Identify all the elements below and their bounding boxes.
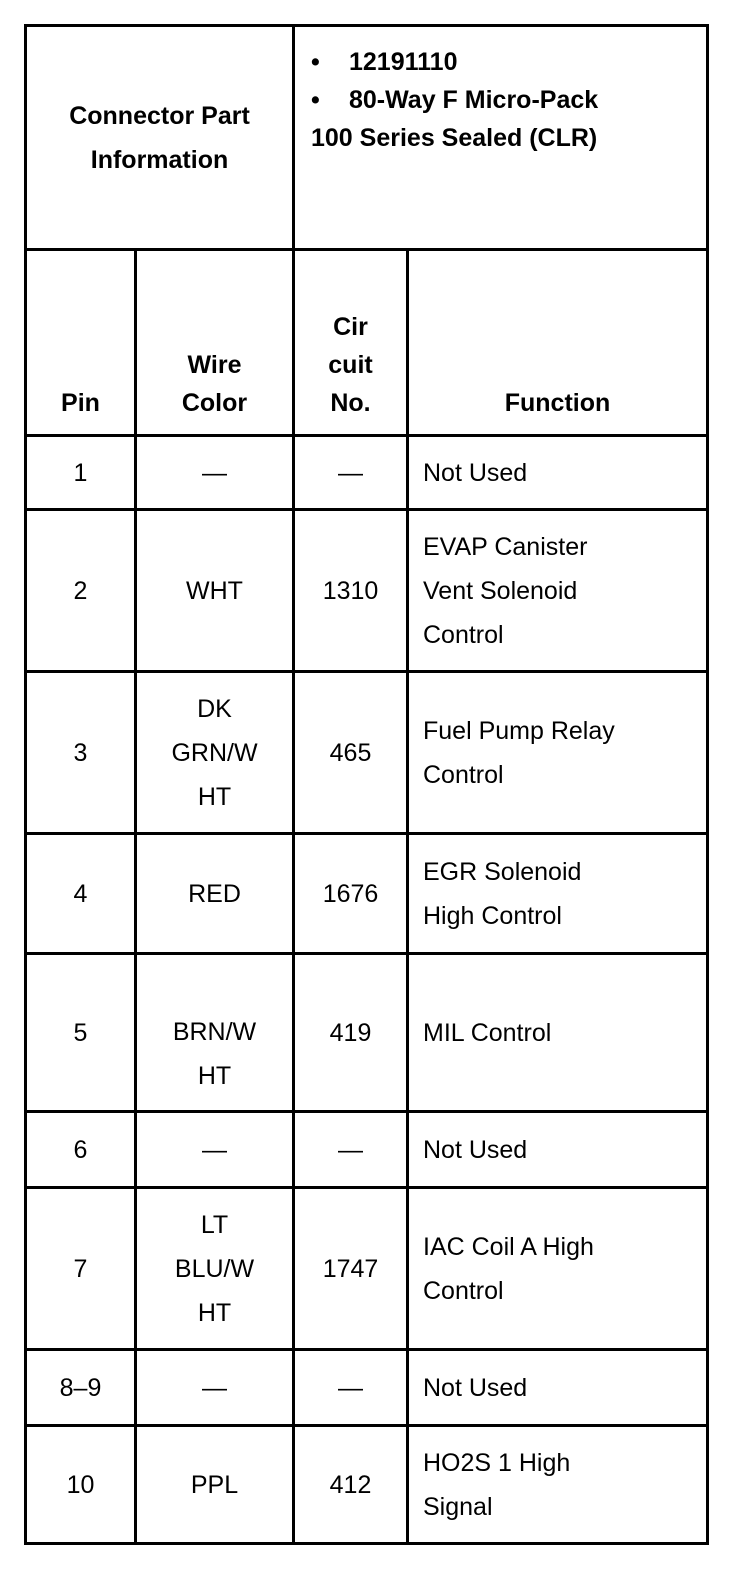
wire-color-line: — — [202, 458, 227, 487]
table-row — [26, 1188, 708, 1350]
wire-color-line: BLU/W — [174, 1254, 255, 1283]
pin-cell: 4 — [26, 834, 136, 954]
function-line: IAC Coil A High — [423, 1232, 594, 1261]
function-line: EVAP Canister — [423, 532, 588, 561]
function-line: Control — [423, 620, 504, 649]
table-row — [26, 1426, 708, 1544]
function-line: MIL Control — [423, 1018, 552, 1047]
circuit-cell: — — [294, 436, 408, 510]
pin-cell: 1 — [26, 436, 136, 510]
function-cell — [408, 672, 708, 834]
bullet-icon: • — [311, 86, 320, 114]
connector-part-cell — [294, 26, 708, 250]
col-header-function-label: Function — [504, 389, 611, 417]
pin-cell: 7 — [26, 1188, 136, 1350]
col-header-circuit-line2: cuit — [328, 351, 373, 379]
connector-table — [24, 24, 709, 1545]
wire-color-cell — [136, 510, 294, 672]
col-header-wire-line2: Color — [181, 389, 248, 417]
function-cell — [408, 436, 708, 510]
wire-color-line: RED — [188, 879, 241, 908]
col-header-function — [408, 250, 708, 436]
function-line: High Control — [423, 901, 562, 930]
pin-cell: 10 — [26, 1426, 136, 1544]
function-line: Not Used — [423, 1135, 528, 1164]
function-cell — [408, 1426, 708, 1544]
connector-info-row — [26, 26, 708, 250]
wire-color-cell — [136, 672, 294, 834]
table-row — [26, 834, 708, 954]
wire-color-line: BRN/W — [172, 1018, 257, 1046]
function-line: Not Used — [423, 458, 528, 487]
part-desc-line — [311, 81, 706, 119]
wire-color-cell — [136, 1188, 294, 1350]
pin-cell: 2 — [26, 510, 136, 672]
pin-cell: 6 — [26, 1112, 136, 1188]
wire-color-line: PPL — [190, 1470, 239, 1499]
col-header-circuit-no — [294, 250, 408, 436]
wire-color-line: LT — [200, 1210, 229, 1239]
table-row — [26, 436, 708, 510]
table-row — [26, 1350, 708, 1426]
circuit-cell: 412 — [294, 1426, 408, 1544]
function-cell — [408, 1188, 708, 1350]
wire-color-cell — [136, 834, 294, 954]
wire-color-line: HT — [197, 1298, 232, 1327]
connector-label-line1: Connector Part — [69, 101, 250, 130]
wire-color-line: WHT — [186, 576, 243, 605]
pin-cell: 8–9 — [26, 1350, 136, 1426]
table-row — [26, 1112, 708, 1188]
pin-cell: 5 — [26, 954, 136, 1112]
connector-label-cell — [26, 26, 294, 250]
function-line: Not Used — [423, 1373, 528, 1402]
wire-color-line: GRN/W — [171, 738, 258, 767]
table-row — [26, 672, 708, 834]
wire-color-cell — [136, 436, 294, 510]
circuit-cell: 1676 — [294, 834, 408, 954]
wire-color-line: — — [202, 1135, 227, 1164]
col-header-circuit-line1: Cir — [333, 313, 368, 341]
function-line: HO2S 1 High — [423, 1448, 571, 1477]
function-cell — [408, 954, 708, 1112]
function-line: Control — [423, 1276, 504, 1305]
table-row — [26, 954, 708, 1112]
connector-label-line2: Information — [90, 145, 229, 174]
circuit-cell: — — [294, 1112, 408, 1188]
col-header-wire-line1: Wire — [187, 351, 242, 379]
function-line: Fuel Pump Relay — [423, 716, 615, 745]
function-line: EGR Solenoid — [423, 857, 582, 886]
column-header-row — [26, 250, 708, 436]
function-cell — [408, 1112, 708, 1188]
wire-color-cell — [136, 954, 294, 1112]
bullet-icon: • — [311, 48, 320, 76]
wire-color-cell — [136, 1350, 294, 1426]
part-number-line — [311, 43, 706, 81]
col-header-wire-color — [136, 250, 294, 436]
col-header-pin — [26, 250, 136, 436]
col-header-pin-label: Pin — [61, 389, 100, 417]
table-row — [26, 510, 708, 672]
col-header-circuit-line3: No. — [330, 389, 371, 417]
part-desc: 80-Way F Micro-Pack — [349, 86, 599, 114]
wire-color-line: — — [202, 1373, 227, 1402]
wire-color-cell — [136, 1426, 294, 1544]
wire-color-line: DK — [197, 694, 232, 723]
part-series: 100 Series Sealed (CLR) — [311, 124, 598, 152]
wire-color-line: HT — [197, 782, 232, 811]
circuit-cell: 465 — [294, 672, 408, 834]
function-cell — [408, 1350, 708, 1426]
circuit-cell: — — [294, 1350, 408, 1426]
pin-cell: 3 — [26, 672, 136, 834]
wire-color-cell — [136, 1112, 294, 1188]
wire-color-line: HT — [197, 1062, 232, 1090]
circuit-cell: 1310 — [294, 510, 408, 672]
function-line: Vent Solenoid — [423, 576, 578, 605]
circuit-cell: 1747 — [294, 1188, 408, 1350]
function-line: Signal — [423, 1492, 493, 1521]
function-cell — [408, 510, 708, 672]
circuit-cell: 419 — [294, 954, 408, 1112]
function-line: Control — [423, 760, 504, 789]
function-cell — [408, 834, 708, 954]
part-number: 12191110 — [349, 48, 458, 76]
